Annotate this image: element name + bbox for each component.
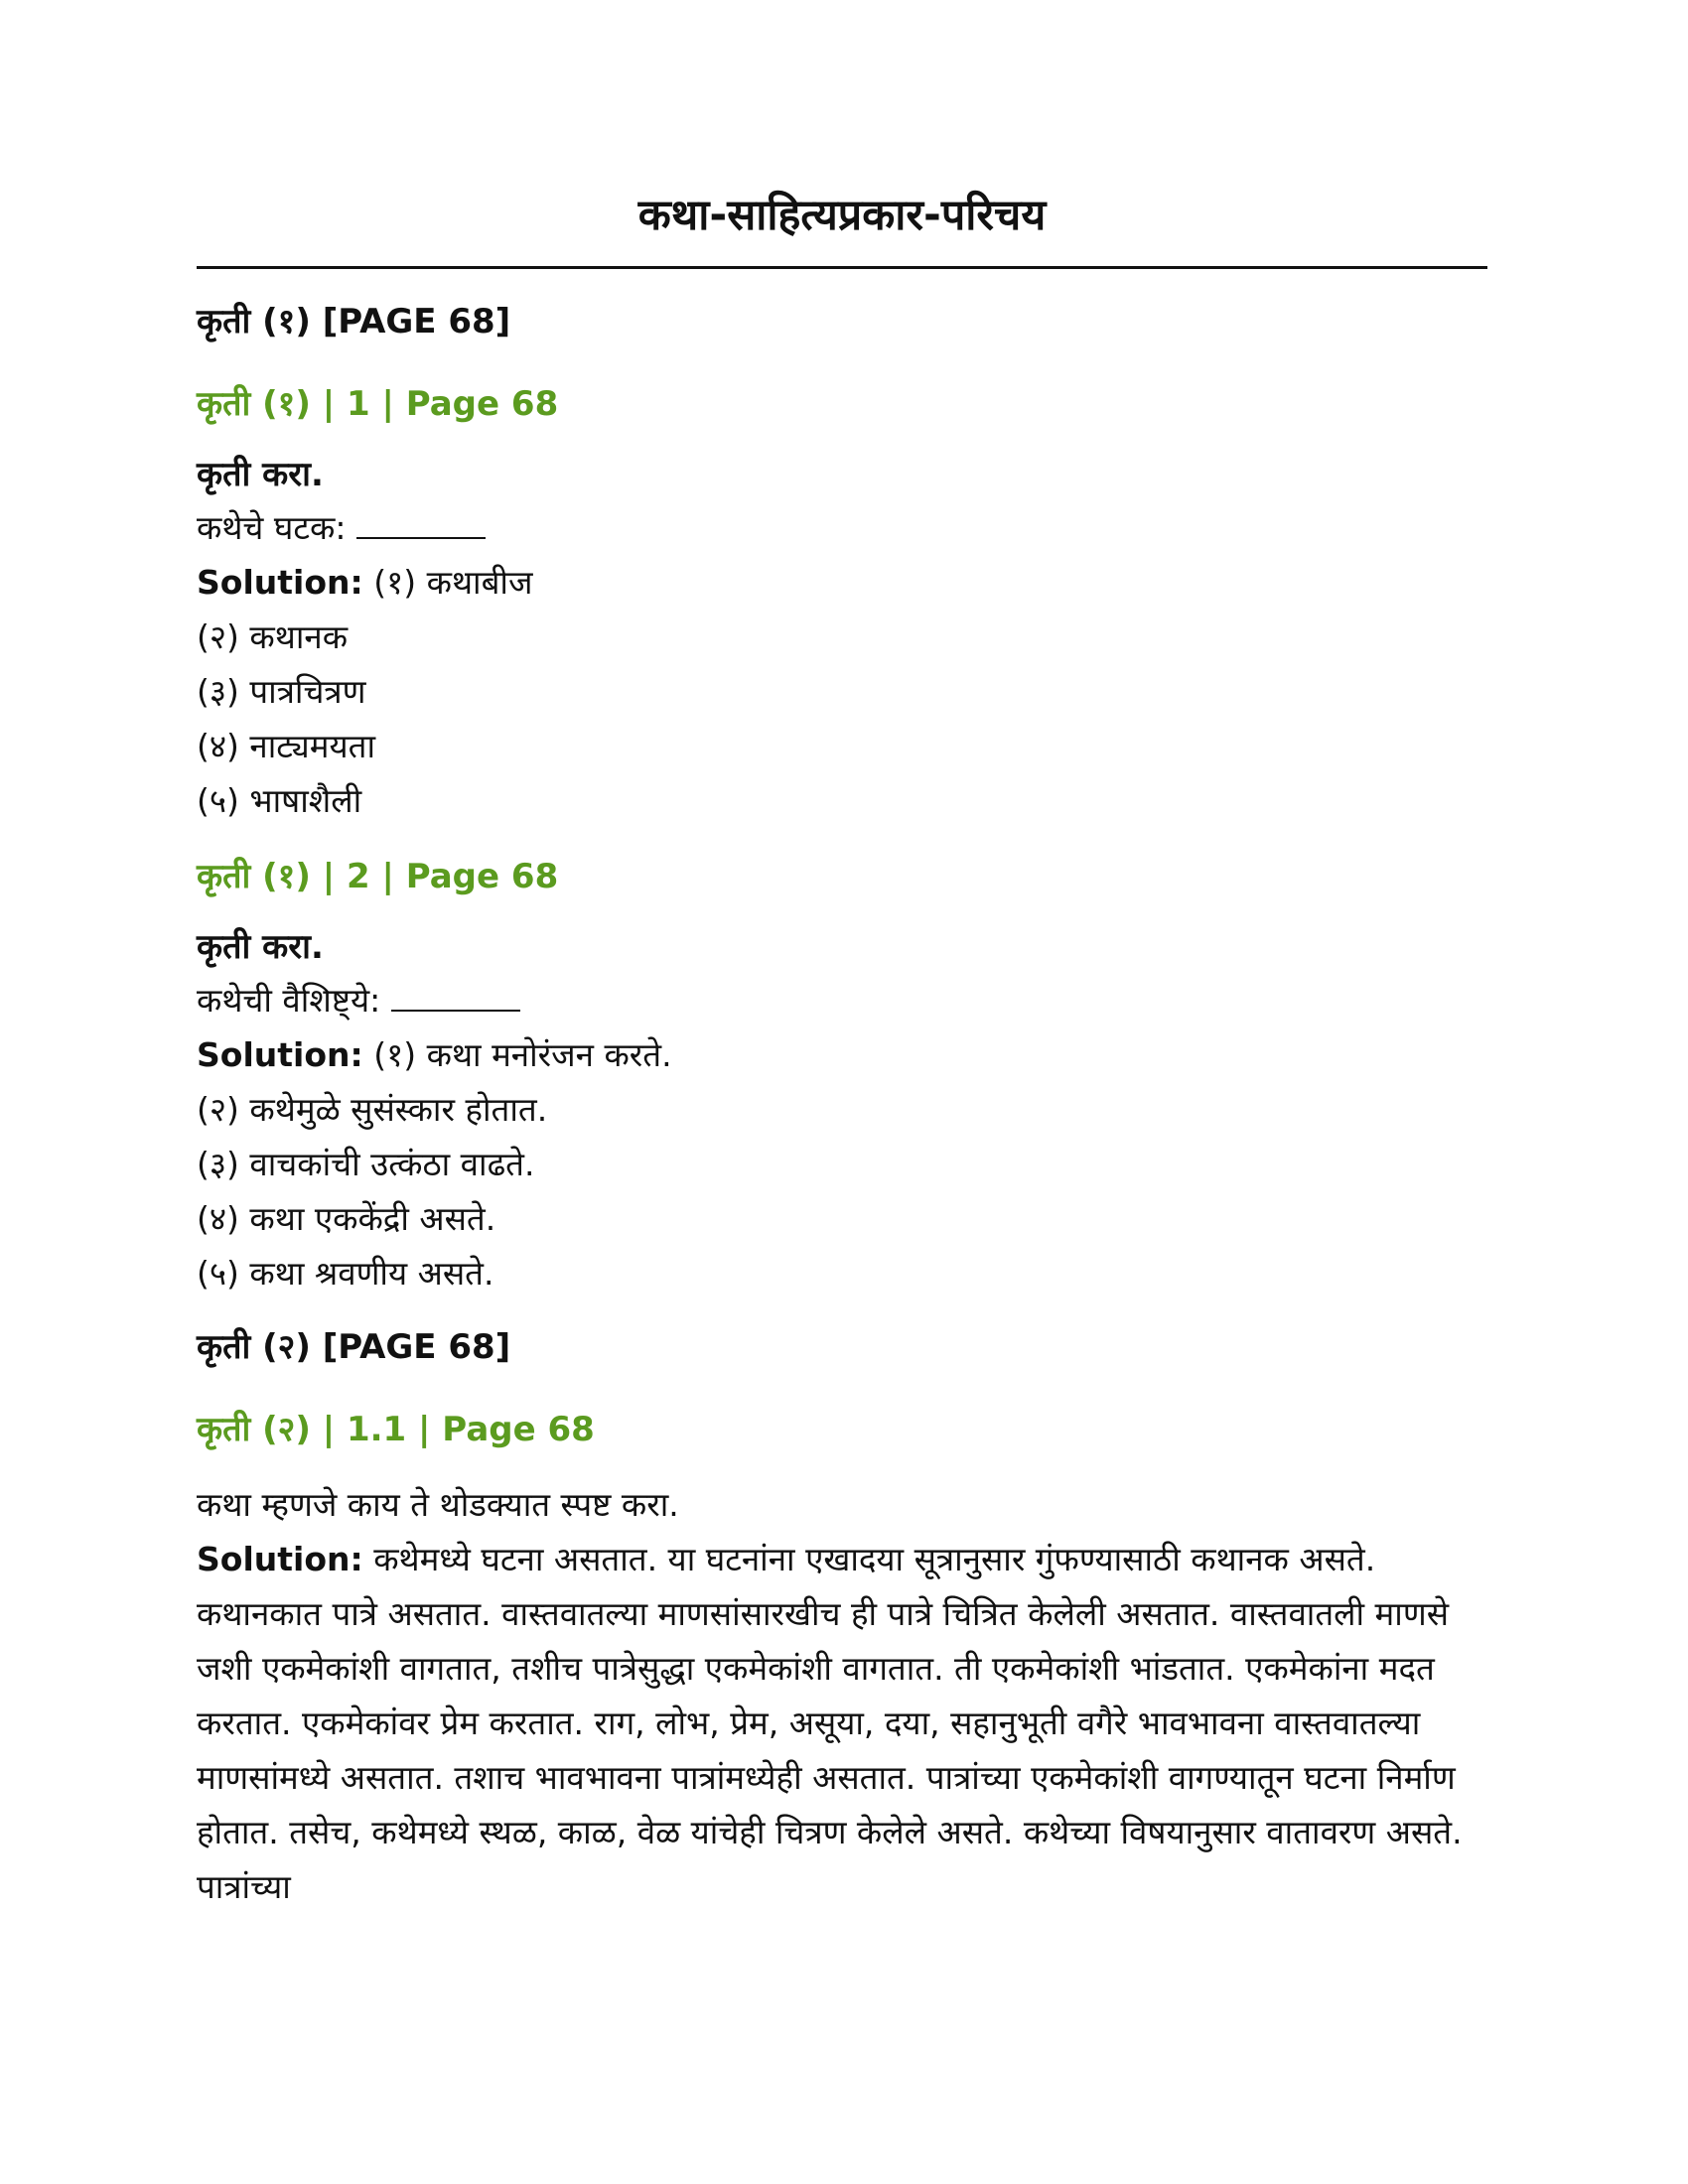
prompt-line <box>197 500 1487 555</box>
prompt-text: कथेचे घटक: <box>197 507 347 547</box>
question-label-1-1: कृती (१) | 1 | Page 68 <box>197 383 559 424</box>
list-item: (२) कथेमुळे सुसंस्कार होतात. <box>197 1089 548 1129</box>
section-heading-2: कृती (२) [PAGE 68] <box>197 1326 511 1367</box>
answer-blank <box>391 980 520 1012</box>
list-item: (२) कथानक <box>197 616 349 656</box>
task-heading: कृती करा. <box>197 926 324 967</box>
solution-label: Solution: <box>197 562 363 602</box>
list-item: (४) कथा एककेंद्री असते. <box>197 1198 496 1238</box>
solution-label: Solution: <box>197 1034 363 1074</box>
list-item: (३) पात्रचित्रण <box>197 671 366 711</box>
question-label-1-2: कृती (१) | 2 | Page 68 <box>197 856 559 896</box>
question-text: कथा म्हणजे काय ते थोडक्यात स्पष्ट करा. <box>197 1484 679 1524</box>
section-heading-1: कृती (१) [PAGE 68] <box>197 301 511 341</box>
list-item: (४) नाट्यमयता <box>197 726 375 765</box>
task-heading: कृती करा. <box>197 454 324 494</box>
answer-blank <box>356 507 486 539</box>
solution-line <box>197 555 1487 610</box>
page-title: कथा-साहित्यप्रकार-परिचय <box>197 189 1487 269</box>
solution-line <box>197 1027 1487 1082</box>
solution-text: कथेमध्ये घटना असतात. या घटनांना एखादया सूत्रानुसार गुंफण्यासाठी कथानक असते. कथानकात पात्रे असतात. वास्तवातल्या माणसांसारखीच ही पात्रे चित्रित केलेली असतात. वास्तवातली माणसे जशी एकमेकांशी वागतात, तशीच पात्रेसुद्धा एकमेकांशी वागतात. ती एकमेकांशी भांडतात. एकमेकांना मदत करतात. एकमेकांवर प्रेम करतात. राग, लोभ, प्रेम, असूया, दया, सहानुभूती वगैरे भावभावना वास्तवातल्या माणसांमध्ये असतात. तशाच भावभावना पात्रांमध्येही असतात. पात्रांच्या एकमेकांशी वागण्यातून घटना निर्माण होतात. तसेच, कथेमध्ये स्थळ, काळ, वेळ यांचेही चित्रण केलेले असते. कथेच्या विषयानुसार वातावरण असते. पात्रांच्या <box>197 1539 1463 1906</box>
solution-paragraph <box>197 1532 1487 1914</box>
list-item: (५) कथा श्रवणीय असते. <box>197 1253 494 1293</box>
list-item: (१) कथाबीज <box>373 562 533 602</box>
list-item: (१) कथा मनोरंजन करते. <box>373 1034 672 1074</box>
prompt-line <box>197 973 1487 1027</box>
prompt-text: कथेची वैशिष्ट्ये: <box>197 980 381 1020</box>
document-content <box>197 189 1487 1914</box>
solution-label: Solution: <box>197 1539 363 1578</box>
list-item: (५) भाषाशैली <box>197 780 362 820</box>
list-item: (३) वाचकांची उत्कंठा वाढते. <box>197 1144 535 1183</box>
question-label-2-1: कृती (२) | 1.1 | Page 68 <box>197 1409 595 1449</box>
